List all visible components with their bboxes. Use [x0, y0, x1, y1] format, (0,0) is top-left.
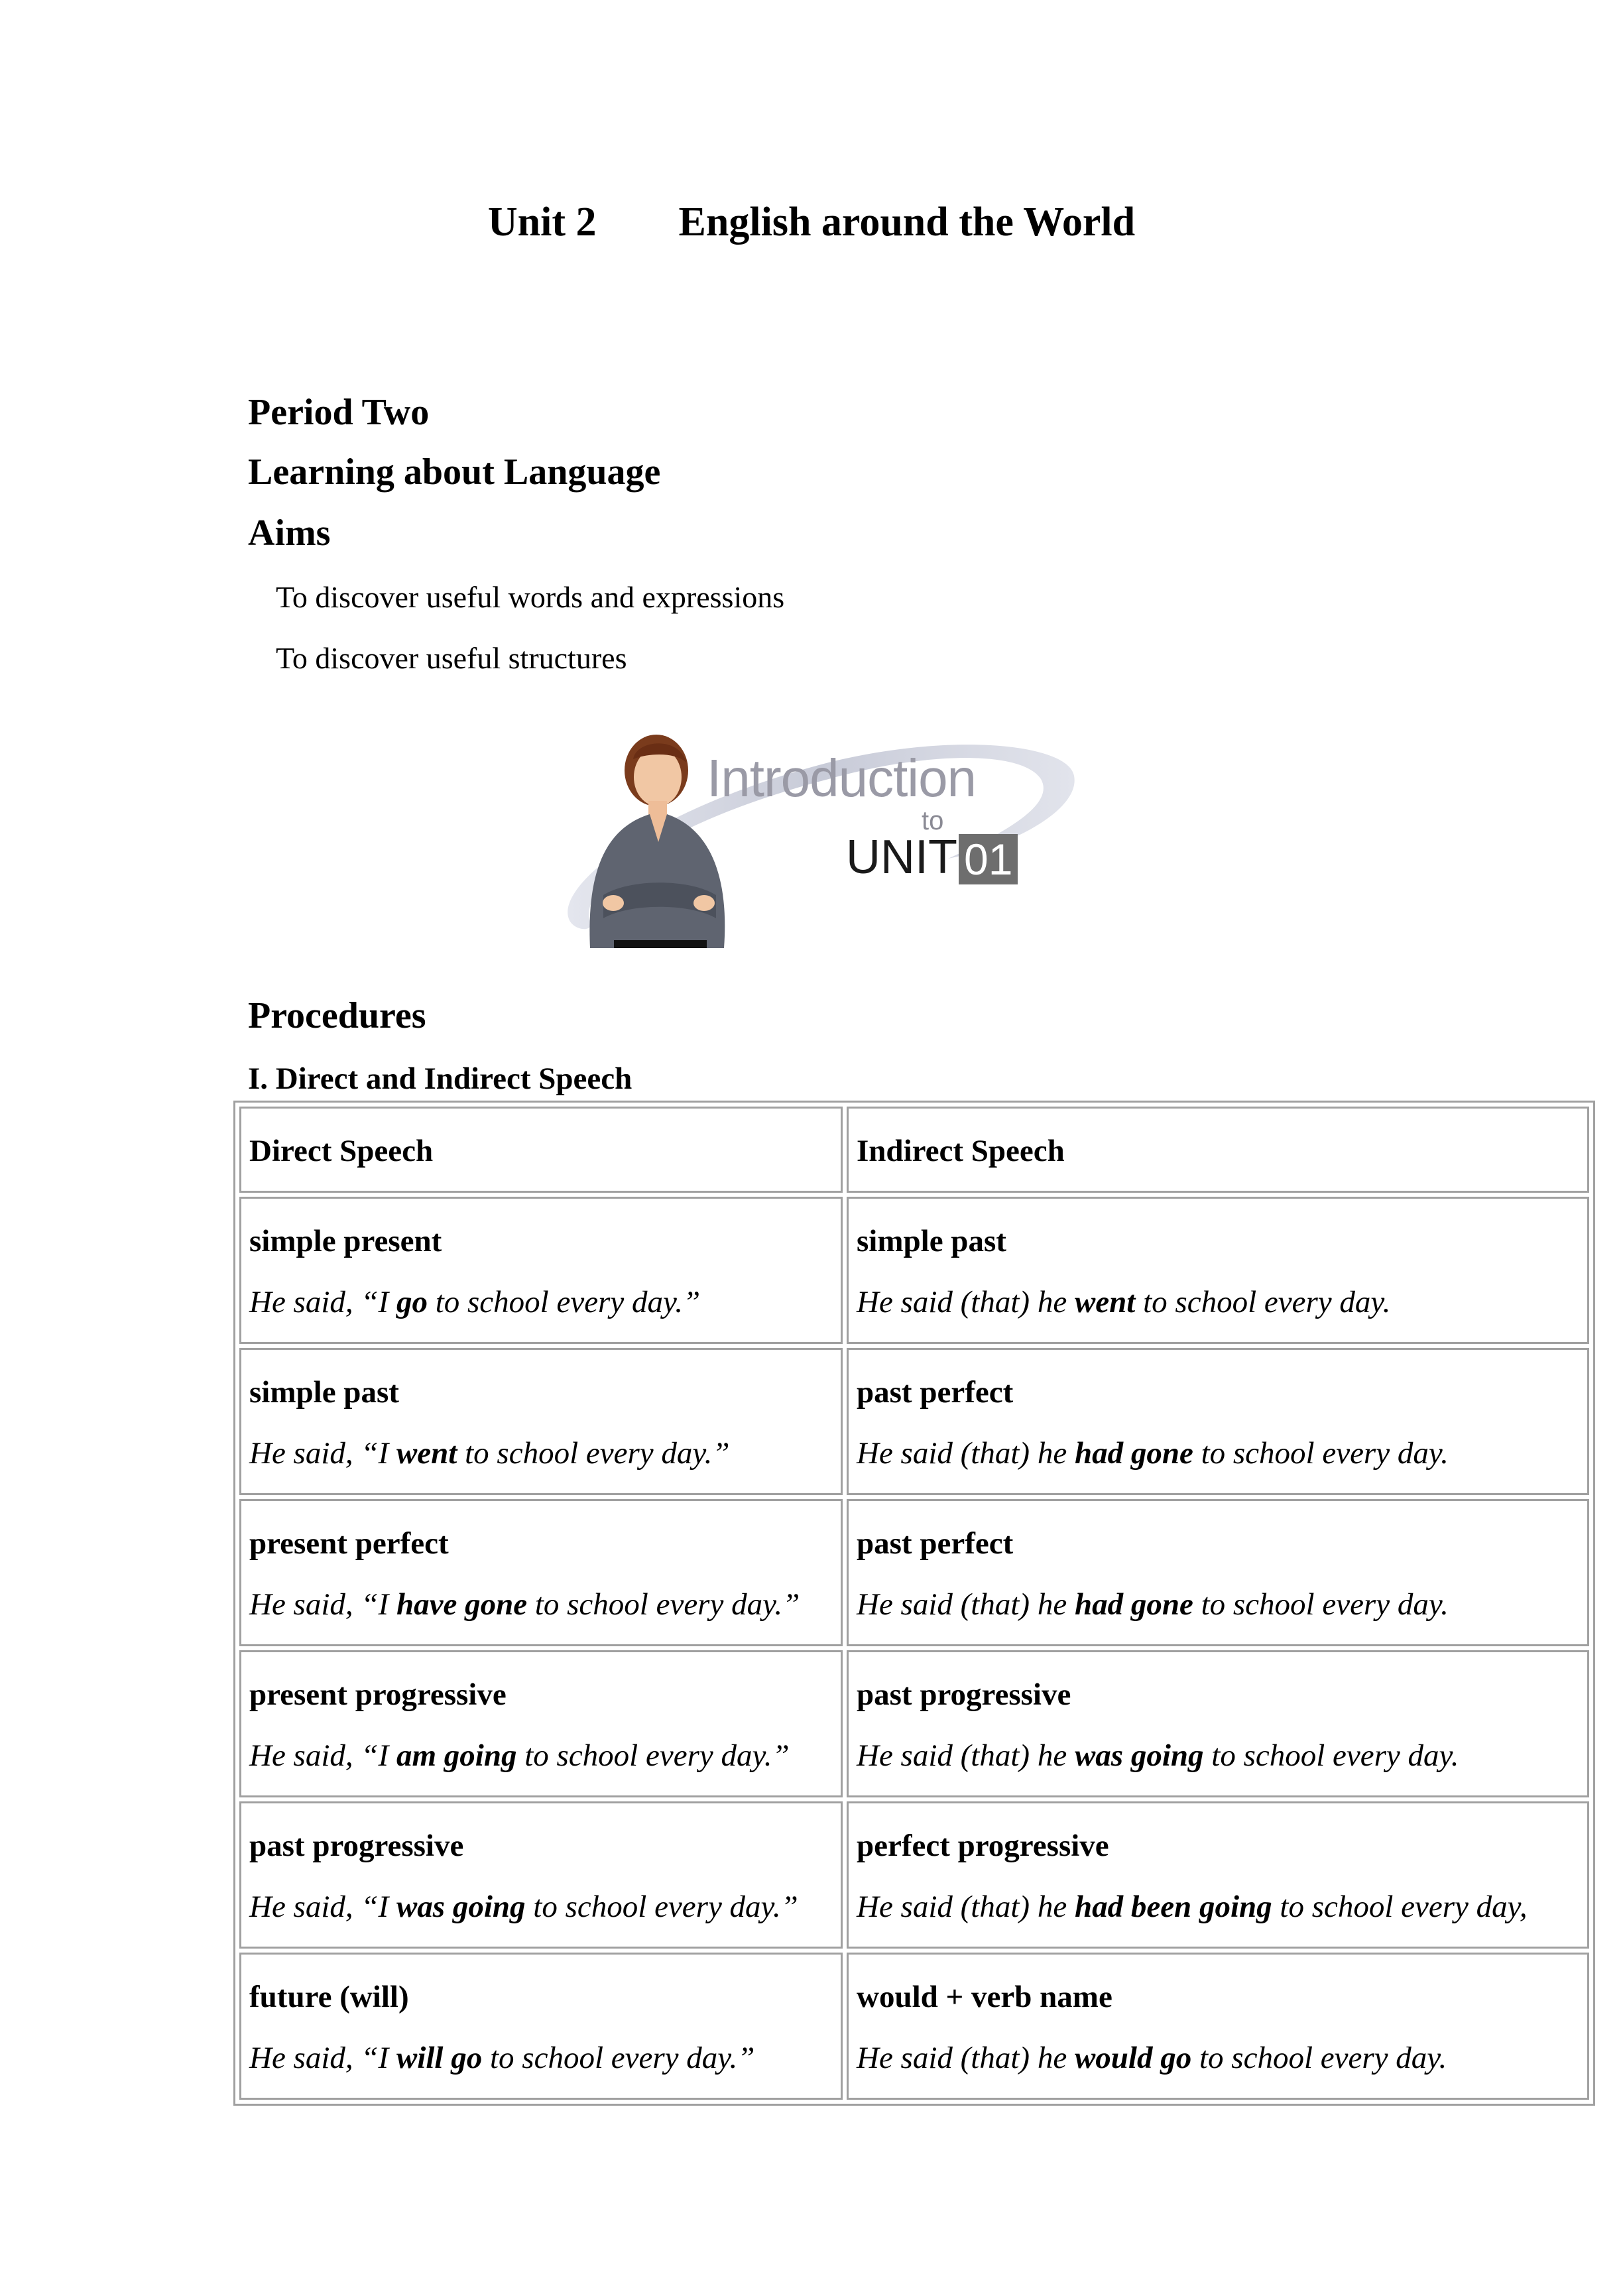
intro-unit-number: 01 — [959, 834, 1018, 884]
aims-heading: Aims — [248, 513, 331, 554]
unit-name: English around the World — [678, 200, 1136, 245]
intro-word: Introduction — [707, 749, 977, 808]
indirect-speech-cell — [847, 1348, 1589, 1495]
page-title — [0, 199, 1623, 246]
tense-label: past progressive — [857, 1677, 1071, 1712]
example-sentence — [857, 1423, 1579, 1484]
example-pre: He said, “I — [249, 1285, 396, 1319]
example-sentence — [857, 1272, 1579, 1333]
example-sentence — [857, 1876, 1579, 1937]
header-direct: Direct Speech — [239, 1107, 843, 1193]
direct-speech-cell — [239, 1348, 843, 1495]
example-pre: He said, “I — [249, 1890, 396, 1924]
direct-speech-cell — [239, 1801, 843, 1949]
tense-label: simple past — [249, 1375, 399, 1410]
example-post: to school every day. — [1191, 2041, 1447, 2075]
table-row — [239, 1801, 1589, 1949]
intro-to: to — [922, 806, 944, 835]
example-sentence — [857, 1574, 1579, 1635]
indirect-speech-cell — [847, 1801, 1589, 1949]
tense-label: would + verb name — [857, 1980, 1112, 2014]
example-pre: He said (that) he — [857, 1890, 1075, 1924]
tense-label: future (will) — [249, 1980, 409, 2014]
tense-label: past perfect — [857, 1375, 1014, 1410]
speech-table — [233, 1101, 1595, 2106]
direct-speech-cell — [239, 1499, 843, 1646]
example-post: to school every day.” — [457, 1436, 730, 1471]
direct-speech-cell — [239, 1953, 843, 2100]
example-sentence — [249, 1725, 833, 1786]
tense-label: present progressive — [249, 1677, 507, 1712]
tense-label: past progressive — [249, 1829, 464, 1863]
example-verb: went — [396, 1436, 457, 1471]
direct-speech-cell — [239, 1650, 843, 1797]
intro-unit-label: UNIT — [846, 831, 957, 884]
table-row — [239, 1953, 1589, 2100]
example-verb: had been going — [1074, 1890, 1272, 1924]
indirect-speech-cell — [847, 1650, 1589, 1797]
example-sentence — [249, 1272, 833, 1333]
example-verb: am going — [396, 1738, 517, 1773]
indirect-speech-cell — [847, 1197, 1589, 1344]
tense-label: simple present — [249, 1224, 442, 1258]
person-illustration — [589, 735, 725, 948]
introduction-graphic — [550, 729, 1081, 948]
example-post: to school every day, — [1272, 1890, 1528, 1924]
period-heading: Period Two — [248, 392, 430, 433]
example-pre: He said, “I — [249, 1738, 396, 1773]
section-heading: I. Direct and Indirect Speech — [248, 1061, 632, 1096]
example-pre: He said, “I — [249, 1436, 396, 1471]
example-post: to school every day.” — [525, 1890, 798, 1924]
example-post: to school every day.” — [482, 2041, 755, 2075]
example-pre: He said (that) he — [857, 1587, 1075, 1622]
direct-speech-cell — [239, 1197, 843, 1344]
tense-label: past perfect — [857, 1526, 1014, 1561]
example-pre: He said (that) he — [857, 1436, 1075, 1471]
example-sentence — [249, 2027, 833, 2088]
example-verb: will go — [396, 2041, 483, 2075]
aim-item: To discover useful structures — [276, 641, 627, 675]
example-verb: was going — [396, 1890, 526, 1924]
unit-number: Unit 2 — [487, 200, 597, 245]
example-verb: have gone — [396, 1587, 528, 1622]
example-sentence — [857, 2027, 1579, 2088]
example-pre: He said (that) he — [857, 1285, 1075, 1319]
subtitle-heading: Learning about Language — [248, 452, 661, 493]
example-verb: would go — [1074, 2041, 1192, 2075]
example-sentence — [857, 1725, 1579, 1786]
example-sentence — [249, 1423, 833, 1484]
tense-label: present perfect — [249, 1526, 449, 1561]
example-verb: went — [1074, 1285, 1136, 1319]
example-pre: He said, “I — [249, 1587, 396, 1622]
example-sentence — [249, 1574, 833, 1635]
header-indirect: Indirect Speech — [847, 1107, 1589, 1193]
table-row — [239, 1197, 1589, 1344]
table-row — [239, 1650, 1589, 1797]
table-body — [239, 1197, 1589, 2100]
example-pre: He said, “I — [249, 2041, 396, 2075]
table-row — [239, 1499, 1589, 1646]
example-verb: had gone — [1074, 1587, 1193, 1622]
example-post: to school every day. — [1193, 1587, 1449, 1622]
table-row — [239, 1348, 1589, 1495]
table-header-row — [239, 1107, 1589, 1193]
tense-label: simple past — [857, 1224, 1006, 1258]
example-post: to school every day.” — [516, 1738, 790, 1773]
example-post: to school every day.” — [427, 1285, 701, 1319]
example-verb: was going — [1074, 1738, 1204, 1773]
example-pre: He said (that) he — [857, 2041, 1075, 2075]
example-post: to school every day. — [1203, 1738, 1459, 1773]
procedures-heading: Procedures — [248, 995, 426, 1036]
example-post: to school every day. — [1193, 1436, 1449, 1471]
example-pre: He said (that) he — [857, 1738, 1075, 1773]
example-post: to school every day. — [1135, 1285, 1391, 1319]
tense-label: perfect progressive — [857, 1829, 1109, 1863]
indirect-speech-cell — [847, 1499, 1589, 1646]
example-verb: had gone — [1074, 1436, 1193, 1471]
example-verb: go — [396, 1285, 428, 1319]
example-sentence — [249, 1876, 833, 1937]
aim-item: To discover useful words and expressions — [276, 580, 785, 614]
indirect-speech-cell — [847, 1953, 1589, 2100]
example-post: to school every day.” — [527, 1587, 800, 1622]
